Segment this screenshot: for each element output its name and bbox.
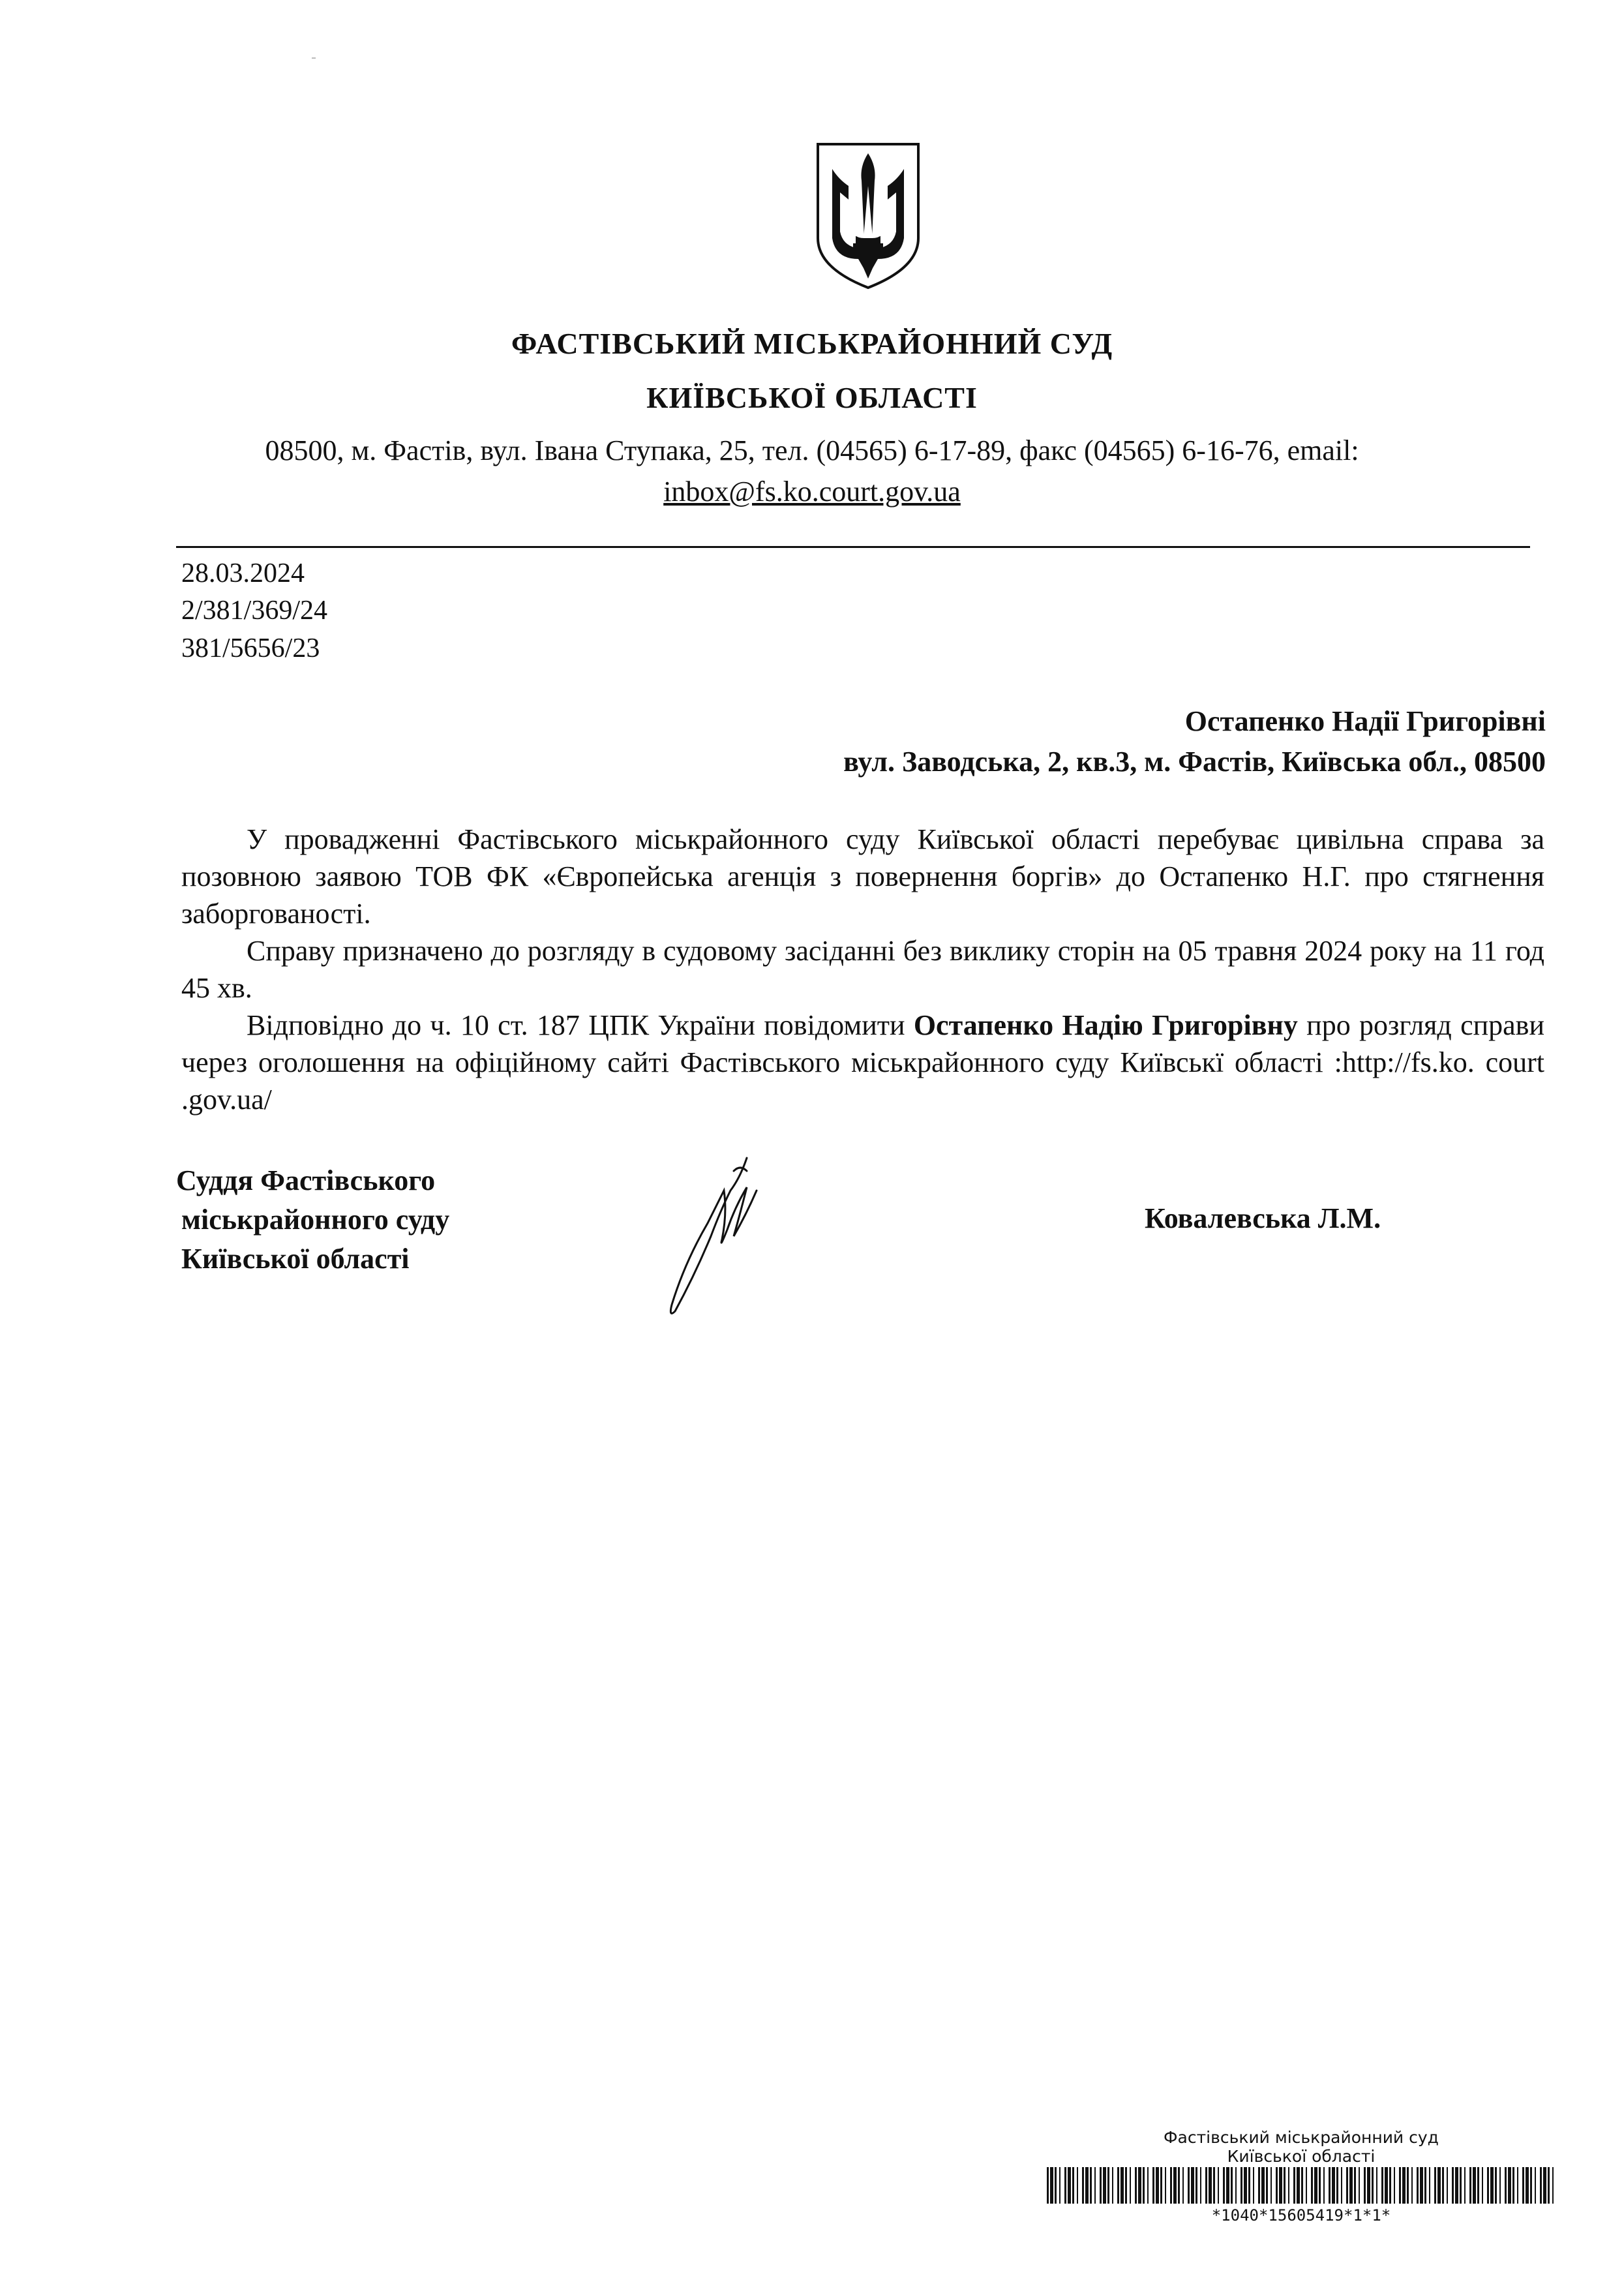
court-email-line	[0, 475, 1624, 508]
recipient-name: Остапенко Надії Григорівні	[1184, 705, 1546, 737]
court-region-heading: КИЇВСЬКОЇ ОБЛАСТІ	[646, 381, 978, 414]
body-paragraph-3	[181, 1007, 1544, 1118]
body-paragraph-1: У провадженні Фастівського міськрайонного суду Київської області перебуває цивільна справа за позовною заявою ТОВ ФК «Європейська агенція з повернення боргів» до Остапенко Н.Г. про стягнення заборгованості.	[181, 823, 1544, 930]
body-paragraph-3-end: про розгляд справи через оголошення на офіційному сайті Фастівського міськрайонного суду Київськї області :http://fs.ko. court .gov.ua/	[181, 1009, 1545, 1116]
outgoing-number: 2/381/369/24	[181, 596, 328, 626]
court-email-link[interactable]: inbox@fs.ko.court.gov.ua	[663, 476, 961, 508]
stamp-court-region: Київської області	[1227, 2147, 1376, 2166]
judge-name: Ковалевська Л.М.	[1145, 1202, 1381, 1234]
judge-title-block	[176, 1161, 449, 1279]
letter-body	[181, 821, 1544, 1118]
recipient-address: вул. Заводська, 2, кв.3, м. Фастів, Київська обл., 08500	[843, 746, 1546, 778]
court-address: 08500, м. Фастів, вул. Івана Ступака, 25, тел. (04565) 6-17-89, факс (04565) 6-16-76, email:	[265, 434, 1359, 466]
case-number: 381/5656/23	[181, 633, 320, 663]
stamp-court-name: Фастівський міськрайонний суд	[1164, 2128, 1439, 2147]
judge-title-line-1: Суддя Фастівського	[176, 1164, 436, 1196]
scan-speck	[312, 57, 316, 59]
registration-stamp	[1044, 2128, 1559, 2291]
stamp-barcode-code: *1040*15605419*1*1*	[1211, 2206, 1391, 2225]
body-paragraph-2: Справу призначено до розгляду в судовому засіданні без виклику сторін на 05 травня 2024 року на 11 год 45 хв.	[181, 935, 1544, 1004]
header-divider	[176, 546, 1530, 548]
body-paragraph-3-start: Відповідно до ч. 10 ст. 187 ЦПК України повідомити	[247, 1009, 914, 1041]
judge-title-line-2: міськрайонного суду	[181, 1204, 450, 1236]
trident-emblem-icon	[813, 140, 924, 290]
body-paragraph-3-addressee: Остапенко Надію Григорівну	[913, 1009, 1298, 1041]
barcode	[1047, 2167, 1556, 2204]
handwritten-signature	[649, 1151, 792, 1321]
letter-date: 28.03.2024	[181, 558, 305, 588]
judge-title-line-3: Київської області	[181, 1243, 410, 1275]
court-name-heading: ФАСТІВСЬКИЙ МІСЬКРАЙОННИЙ СУД	[511, 327, 1113, 360]
